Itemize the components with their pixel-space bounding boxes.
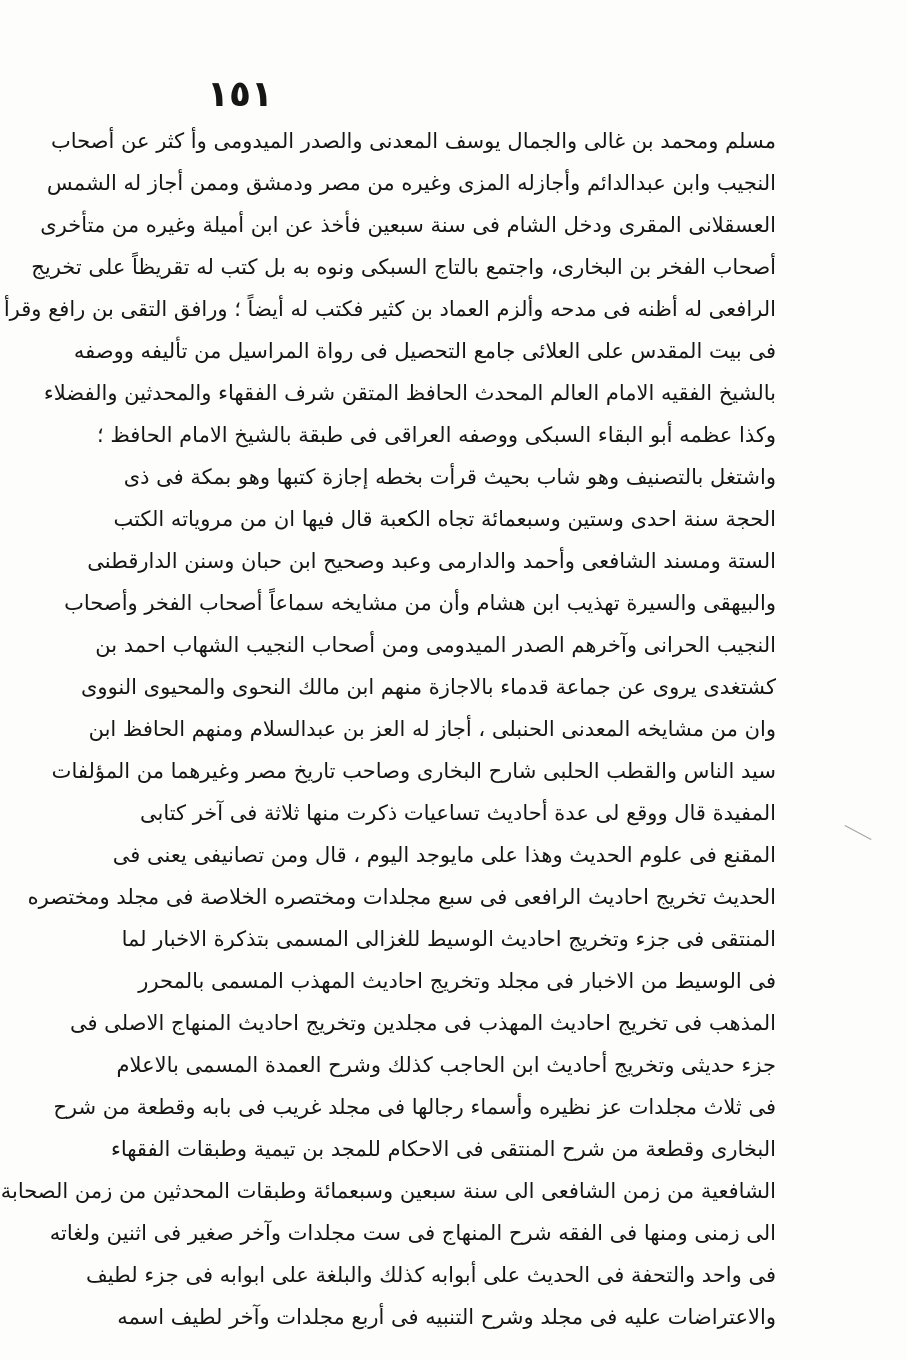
text-line: وكذا عظمه أبو البقاء السبكى ووصفه العراقى فى طبقة بالشيخ الامام الحافظ ؛ <box>96 423 776 447</box>
text-line: المنتقى فى جزء وتخريج احاديث الوسيط للغزالى المسمى بتذكرة الاخبار لما <box>121 927 776 951</box>
text-line: جزء حديثى وتخريج أحاديث ابن الحاجب كذلك وشرح العمدة المسمى بالاعلام <box>116 1053 776 1077</box>
arabic-text-block <box>0 120 776 1338</box>
text-line: فى الوسيط من الاخبار فى مجلد وتخريج احاديث المهذب المسمى بالمحرر <box>138 969 776 993</box>
text-line: أصحاب الفخر بن البخارى، واجتمع بالتاج السبكى ونوه به بل كتب له تقريظاً على تخريج <box>31 255 776 279</box>
margin-pencil-mark <box>838 825 872 852</box>
text-line: المذهب فى تخريج احاديث المهذب فى مجلدين وتخريج احاديث المنهاج الاصلى فى <box>69 1011 776 1035</box>
text-line: بالشيخ الفقيه الامام العالم المحدث الحافظ المتقن شرف الفقهاء والمحدثين والفضلاء <box>43 381 776 405</box>
text-line: الستة ومسند الشافعى وأحمد والدارمى وعبد وصحيح ابن حبان وسنن الدارقطنى <box>87 549 776 573</box>
text-line: المفيدة قال ووقع لى عدة أحاديث تساعيات ذكرت منها ثلاثة فى آخر كتابى <box>139 801 776 825</box>
text-line: فى بيت المقدس على العلائى جامع التحصيل فى رواة المراسيل من تأليفه ووصفه <box>73 339 776 363</box>
text-line: الحجة سنة احدى وستين وسبعمائة تجاه الكعبة قال فيها ان من مروياته الكتب <box>113 507 776 531</box>
text-line: العسقلانى المقرى ودخل الشام فى سنة سبعين فأخذ عن ابن أميلة وغيره من متأخرى <box>40 213 776 237</box>
text-line: الشافعية من زمن الشافعى الى سنة سبعين وسبعمائة وطبقات المحدثين من زمن الصحابة <box>0 1179 776 1203</box>
page-number: ١٥١ <box>207 74 273 115</box>
text-line: الى زمنى ومنها فى الفقه شرح المنهاج فى ست مجلدات وآخر صغير فى اثنين ولغاته <box>49 1221 776 1245</box>
text-line: واشتغل بالتصنيف وهو شاب بحيث قرأت بخطه إجازة كتبها وهو بمكة فى ذى <box>123 465 776 489</box>
text-line: مسلم ومحمد بن غالى والجمال يوسف المعدنى والصدر الميدومى وأ كثر عن أصحاب <box>50 129 776 153</box>
text-line: فى واحد والتحفة فى الحديث على أبوابه كذلك والبلغة على ابوابه فى جزء لطيف <box>85 1263 776 1287</box>
text-line: البخارى وقطعة من شرح المنتقى فى الاحكام للمجد بن تيمية وطبقات الفقهاء <box>110 1137 776 1161</box>
text-line: النجيب الحرانى وآخرهم الصدر الميدومى ومن أصحاب النجيب الشهاب احمد بن <box>95 633 776 657</box>
text-line: النجيب وابن عبدالدائم وأجازله المزى وغيره من مصر ودمشق وممن أجاز له الشمس <box>46 171 776 195</box>
text-line: سيد الناس والقطب الحلبى شارح البخارى وصاحب تاريخ مصر وغيرهما من المؤلفات <box>51 759 776 783</box>
text-line: وان من مشايخه المعدنى الحنبلى ، أجاز له العز بن عبدالسلام ومنهم الحافظ ابن <box>88 717 776 741</box>
text-line: والبيهقى والسيرة تهذيب ابن هشام وأن من مشايخه سماعاً أصحاب الفخر وأصحاب <box>64 591 776 615</box>
text-line: والاعتراضات عليه فى مجلد وشرح التنبيه فى أربع مجلدات وآخر لطيف اسمه <box>117 1305 776 1329</box>
text-line: الرافعى له أظنه فى مدحه وألزم العماد بن كثير فكتب له أيضاً ؛ ورافق التقى بن رافع وقرأ <box>3 297 776 321</box>
text-line: فى ثلاث مجلدات عز نظيره وأسماء رجالها فى مجلد غريب فى بابه وقطعة من شرح <box>53 1095 776 1119</box>
text-line: المقنع فى علوم الحديث وهذا على مايوجد اليوم ، قال ومن تصانيفى يعنى فى <box>112 843 776 867</box>
text-line: الحديث تخريج احاديث الرافعى فى سبع مجلدات ومختصره الخلاصة فى مجلد ومختصره <box>27 885 776 909</box>
text-line: كشتغدى يروى عن جماعة قدماء بالاجازة منهم ابن مالك النحوى والمحيوى النووى <box>81 675 776 699</box>
